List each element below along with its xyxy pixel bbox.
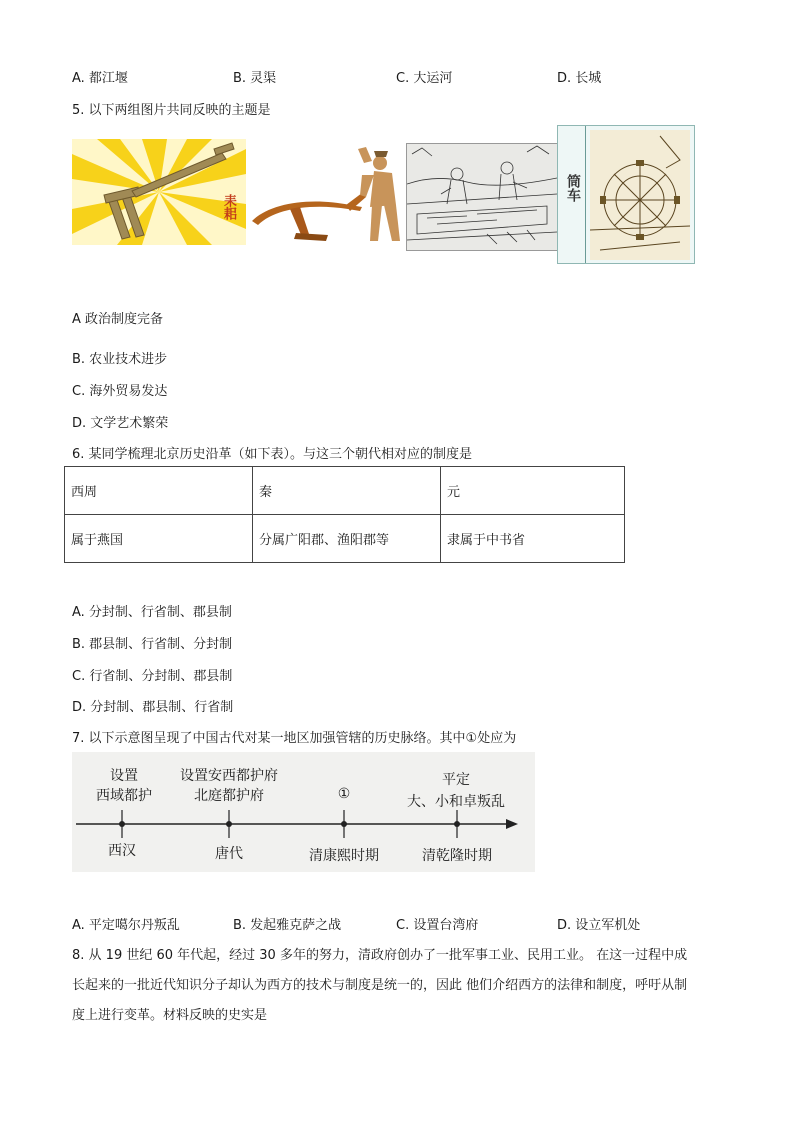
table-cell: 分属广阳郡、渔阳郡等 (253, 515, 441, 563)
q4-option-b: B. 灵渠 (233, 71, 277, 86)
tongche-label: 筒车 (565, 174, 581, 202)
q6-option-a: A. 分封制、行省制、郡县制 (72, 605, 232, 620)
q8-line-1: 8. 从 19 世纪 60 年代起，经过 30 多年的努力，清政府创办了一批军事工业、民用工业。 在这一过程中成 (72, 948, 688, 963)
table-cell: 属于燕国 (65, 515, 253, 563)
table-row (65, 515, 625, 563)
table-cell: 元 (441, 467, 625, 515)
timeline-arrow (506, 819, 518, 829)
q7-option-c: C. 设置台湾府 (396, 918, 479, 933)
tongche-divider (585, 126, 586, 263)
q5-stem: 5. 以下两组图片共同反映的主题是 (72, 103, 271, 118)
leisi-label: 耒耜 (221, 194, 236, 220)
farming-engraving-image (406, 143, 558, 251)
event-3-period: 清康熙时期 (309, 848, 379, 864)
event-3-marker: ① (337, 786, 351, 802)
event-1-period: 西汉 (108, 843, 136, 859)
q7-option-b: B. 发起雅克萨之战 (233, 918, 342, 933)
leisi-image (72, 139, 246, 245)
q7-stem: 7. 以下示意图呈现了中国古代对某一地区加强管辖的历史脉络。其中①处应为 (72, 731, 517, 746)
plowing-image (250, 145, 406, 245)
q5-option-a: A 政治制度完备 (72, 312, 164, 327)
q4-option-c: C. 大运河 (396, 71, 453, 86)
event-1-line1: 设置 (110, 768, 138, 784)
table-row (65, 467, 625, 515)
q6-option-d: D. 分封制、郡县制、行省制 (72, 700, 234, 715)
event-2-line1: 设置安西都护府 (180, 768, 278, 784)
q5-option-b: B. 农业技术进步 (72, 352, 168, 367)
q4-option-d: D. 长城 (557, 71, 602, 86)
q7-option-d: D. 设立军机处 (557, 918, 641, 933)
q8-line-2: 长起来的一批近代知识分子却认为西方的技术与制度是统一的，因此 他们介绍西方的法律和制度，呼吁从制 (72, 978, 688, 993)
table-cell: 隶属于中书省 (441, 515, 625, 563)
q7-option-a: A. 平定噶尔丹叛乱 (72, 918, 180, 933)
event-2-period: 唐代 (215, 846, 243, 862)
event-4-line1: 平定 (442, 772, 470, 788)
q6-option-b: B. 郡县制、行省制、分封制 (72, 637, 233, 652)
q4-option-a: A. 都江堰 (72, 71, 128, 86)
event-4-line2: 大、小和卓叛乱 (407, 794, 505, 810)
q6-stem: 6. 某同学梳理北京历史沿革（如下表）。与这三个朝代相对应的制度是 (72, 447, 473, 462)
tongche-image (557, 125, 695, 264)
event-2-line2: 北庭都护府 (194, 788, 264, 804)
q8-line-3: 度上进行变革。材料反映的史实是 (72, 1008, 268, 1023)
q5-option-c: C. 海外贸易发达 (72, 384, 168, 399)
history-table (64, 466, 625, 563)
event-1-line2: 西域都护 (96, 788, 152, 804)
q6-option-c: C. 行省制、分封制、郡县制 (72, 669, 233, 684)
table-cell: 西周 (65, 467, 253, 515)
timeline-diagram (72, 752, 535, 872)
q5-option-d: D. 文学艺术繁荣 (72, 416, 169, 431)
event-4-period: 清乾隆时期 (422, 848, 492, 864)
table-cell: 秦 (253, 467, 441, 515)
